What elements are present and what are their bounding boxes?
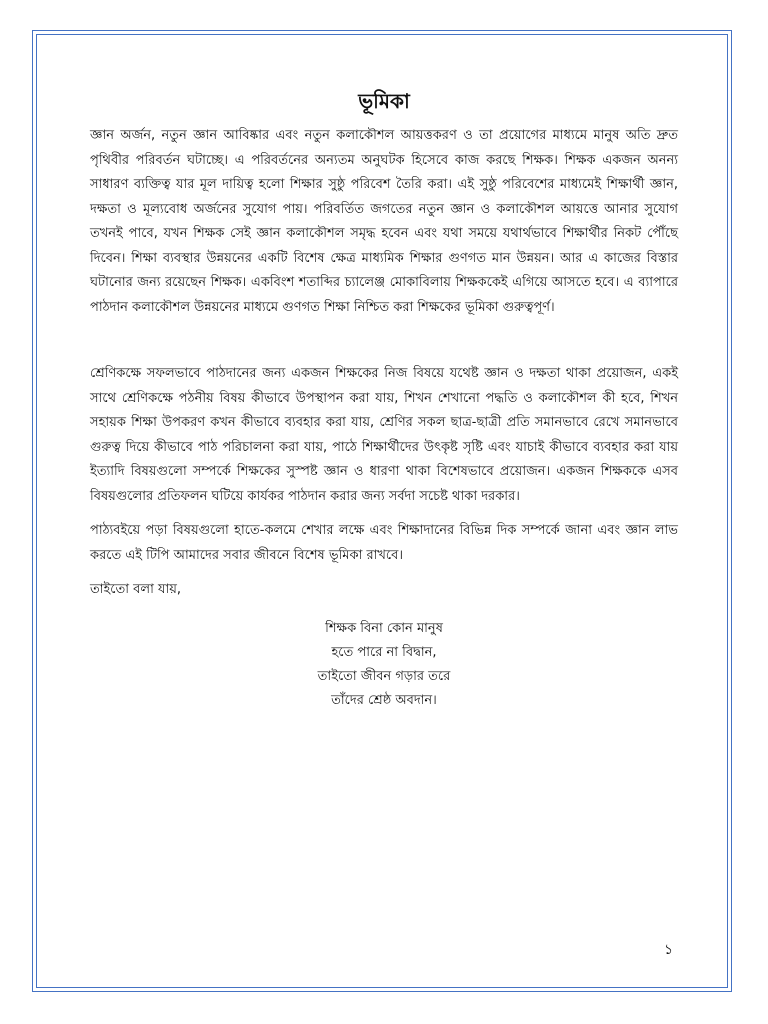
document-body	[90, 86, 678, 713]
lead-in-line: তাইতো বলা যায়,	[90, 582, 182, 597]
poem-line: হতে পারে না বিদ্বান,	[331, 644, 437, 660]
classroom-paragraph: শ্রেণিকক্ষে সফলভাবে পাঠদানের জন্য একজন শিক্ষকের নিজ বিষয়ে যথেষ্ট জ্ঞান ও দক্ষতা থাকা প্রয়োজন, একই সাথে শ্রেণিকক্ষে পঠনীয় বিষয় কীভাবে উপস্থাপন করা যায়, শিখন শেখানো পদ্ধতি ও কলাকৌশল কী হবে, শিখন সহায়ক শিক্ষা উপকরণ কখন কীভাবে ব্যবহার করা যায়, শ্রেণির সকল ছাত্র-ছাত্রী প্রতি সমানভাবে রেখে সমানভাবে গুরুত্ব দিয়ে কীভাবে পাঠ পরিচালনা করা যায়, পাঠে শিক্ষার্থীদের উৎকৃষ্ট সৃষ্টি এবং যাচাই কীভাবে ব্যবহার করা যায় ইত্যাদি বিষয়গুলো সম্পর্কে শিক্ষকের সুস্পষ্ট জ্ঞান ও ধারণা থাকা বিশেষভাবে প্রয়োজন। একজন শিক্ষককে এসব বিষয়গুলোর প্রতিফলন ঘটিয়ে কার্যকর পাঠদান করার জন্য সর্বদা সচেষ্ট থাকা দরকার।	[90, 366, 678, 504]
poem-line: তাইতো জীবন গড়ার তরে	[317, 668, 451, 684]
intro-paragraph: জ্ঞান অর্জন, নতুন জ্ঞান আবিষ্কার এবং নতুন কলাকৌশল আয়ত্তকরণ ও তা প্রয়োগের মাধ্যমে মানুষ অতি দ্রুত পৃথিবীর পরিবর্তন ঘটাচ্ছে। এ পরিবর্তনের অন্যতম অনুঘটক হিসেবে কাজ করছে শিক্ষক। শিক্ষক একজন অনন্য সাধারণ ব্যক্তিত্ব যার মূল দায়িত্ব হলো শিক্ষার সুষ্ঠু পরিবেশ তৈরি করা। এই সুষ্ঠু পরিবেশের মাধ্যমেই শিক্ষার্থী জ্ঞান, দক্ষতা ও মূল্যবোধ অর্জনের সুযোগ পায়। পরিবর্তিত জগতের নতুন জ্ঞান ও কলাকৌশল আয়ত্তে আনার সুযোগ তখনই পাবে, যখন শিক্ষক সেই জ্ঞান কলাকৌশল সমৃদ্ধ হবেন এবং যথা সময়ে যথার্থভাবে শিক্ষার্থীর নিকট পৌঁছে দিবেন। শিক্ষা ব্যবস্থার উন্নয়নের একটি বিশেষ ক্ষেত্র মাধ্যমিক শিক্ষার গুণগত মান উন্নয়ন। আর এ কাজের বিস্তার ঘটানোর জন্য রয়েছেন শিক্ষক। একবিংশ শতাব্দির চ্যালেঞ্জ মোকাবিলায় শিক্ষককেই এগিয়ে আসতে হবে। এ ব্যাপারে পাঠদান কলাকৌশল উন্নয়নের মাধ্যমে গুণগত শিক্ষা নিশ্চিত করা শিক্ষকের ভূমিকা গুরুত্বপূর্ণ।	[90, 128, 678, 315]
textbook-paragraph: পাঠ্যবইয়ে পড়া বিষয়গুলো হাতে-কলমে শেখার লক্ষে এবং শিক্ষাদানের বিভিন্ন দিক সম্পর্কে জানা এবং জ্ঞান লাভ করতে এই টিপি আমাদের সবার জীবনে বিশেষ ভূমিকা রাখবে।	[90, 523, 678, 563]
document-title: ভূমিকা	[358, 89, 410, 113]
paragraph-spacer	[90, 320, 678, 362]
page-number: ১	[664, 942, 674, 958]
paragraph-spacer	[90, 509, 678, 519]
poem-line: তাঁদের শ্রেষ্ঠ অবদান।	[331, 692, 437, 708]
poem-block	[90, 617, 678, 713]
poem-line: শিক্ষক বিনা কোন মানুষ	[325, 620, 443, 636]
paragraph-spacer	[90, 568, 678, 578]
